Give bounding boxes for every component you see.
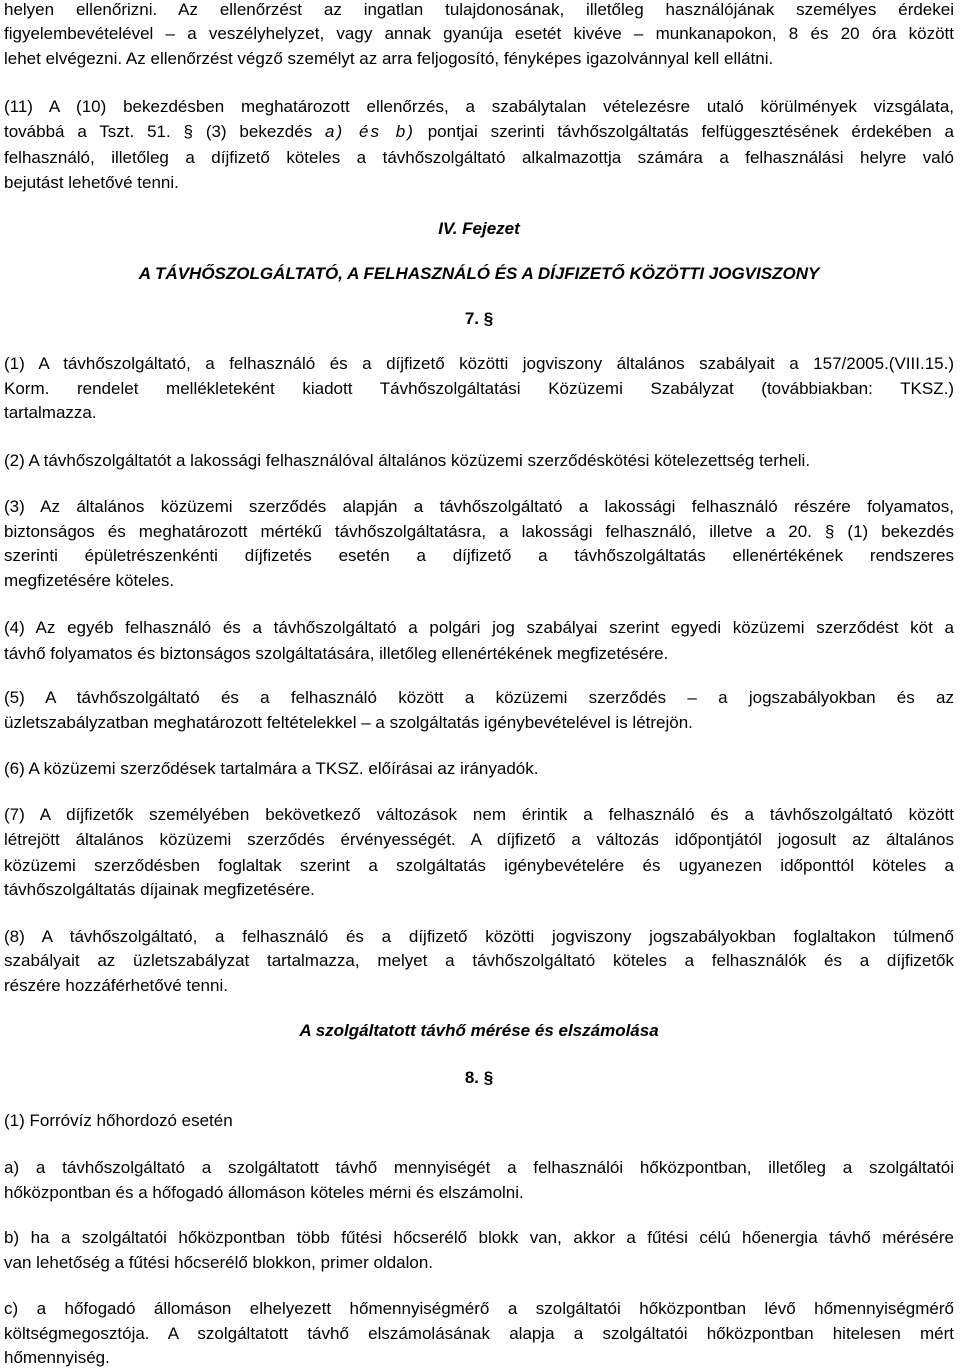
s7-p4-line: (4) Az egyéb felhasználó és a távhőszolgáltató a polgári jog szabályai szerint egyedi közüzemi szerződést köt a: [4, 618, 954, 637]
chapter-title: A TÁVHŐSZOLGÁLTATÓ, A FELHASZNÁLÓ ÉS A DÍJFIZETŐ KÖZÖTTI JOGVISZONY: [138, 264, 820, 283]
s7-p2-line: (2) A távhőszolgáltatót a lakossági felhasználóval általános közüzemi szerződéskötési kötelezettség terheli.: [4, 451, 811, 470]
s8-c-line: költségmegosztója. A szolgáltatott távhő elszámolásának alapja a szolgáltatói hőközpontban hitelesen mért: [4, 1324, 954, 1343]
s7-p3-line: (3) Az általános közüzemi szerződés alapján a távhőszolgáltató a lakossági felhasználó részére folyamatos,: [4, 497, 954, 516]
s8-c-line: c) a hőfogadó állomáson elhelyezett hőmennyiségmérő a szolgáltatói hőközpontban lévő hőmennyiségmérő: [4, 1299, 954, 1318]
point-b-ref: b): [395, 122, 415, 141]
paragraph-11-line: bejutást lehetővé tenni.: [4, 173, 179, 192]
conjunction: és: [344, 122, 396, 141]
s7-p6-line: (6) A közüzemi szerződések tartalmára a TKSZ. előírásai az irányadók.: [4, 759, 539, 778]
s8-p1-line: (1) Forróvíz hőhordozó esetén: [4, 1111, 233, 1130]
s7-p7-line: létrejött általános közüzemi szerződés érvényességét. A díjfizető a változás időpontjától jogosult az általános: [4, 830, 954, 849]
s7-p3-line: szerinti épületrészenkénti díjfizetés esetén a díjfizető a távhőszolgáltatás ellenértékének rendszeres: [4, 546, 954, 565]
paragraph-11-line: felhasználó, illetőleg a díjfizető köteles a távhőszolgáltató alkalmazottja számára a felhasználási helyre való: [4, 148, 954, 167]
intro-line: helyen ellenőrizni. Az ellenőrzést az ingatlan tulajdonosának, illetőleg használójának személyes érdekei: [4, 0, 954, 19]
s7-p8-line: (8) A távhőszolgáltató, a felhasználó és a díjfizető közötti jogviszony jogszabályokban foglaltakon túlmenő: [4, 927, 954, 946]
s7-p1-line: (1) A távhőszolgáltató, a felhasználó és a díjfizető közötti jogviszony általános szabályait a 157/2005.(VIII.15.): [4, 354, 954, 373]
intro-line: figyelembevételével – a veszélyhelyzet, vagy annak gyanúja esetét kivéve – munkanapokon, 8 és 20 óra között: [4, 24, 954, 43]
s8-b-line: b) ha a szolgáltatói hőközpontban több fűtési hőcserélő blokk van, akkor a fűtési célú hőenergia távhő mérésére: [4, 1228, 954, 1247]
s8-a-line: hőközpontban és a hőfogadó állomáson köteles mérni és elszámolni.: [4, 1183, 524, 1202]
section-8-heading: 8. §: [464, 1068, 494, 1087]
s7-p4-line: távhő folyamatos és biztonságos szolgáltatására, illetőleg ellenértékének megfizetésére.: [4, 644, 669, 663]
s7-p3-line: biztonságos és meghatározott mértékű távhőszolgáltatásra, a lakossági felhasználó, illetve a 20. § (1) bekezdés: [4, 522, 954, 541]
s7-p3-line: megfizetésére köteles.: [4, 571, 175, 590]
paragraph-11-line: (11) A (10) bekezdésben meghatározott ellenőrzés, a szabálytalan vételezésre utaló körülmények vizsgálata,: [4, 97, 954, 116]
intro-line: lehet elvégezni. Az ellenőrzést végző személyt az arra feljogosító, fényképes igazolvánnyal kell ellátni.: [4, 49, 774, 68]
s8-a-line: a) a távhőszolgáltató a szolgáltatott távhő mennyiségét a felhasználói hőközpontban, illetőleg a szolgáltatói: [4, 1158, 954, 1177]
subheading: A szolgáltatott távhő mérése és elszámolása: [299, 1021, 659, 1040]
s8-b-line: van lehetőség a fűtési hőcserélő blokkon, primer oldalon.: [4, 1253, 434, 1272]
paragraph-11-text: továbbá a Tszt. 51. § (3) bekezdés: [4, 122, 326, 141]
paragraph-11-text: pontjai szerinti távhőszolgáltatás felfüggesztésének érdekében a: [414, 122, 954, 141]
s7-p7-line: (7) A díjfizetők személyében bekövetkező változások nem érintik a felhasználó és a távhőszolgáltató között: [4, 805, 954, 824]
s7-p7-line: távhőszolgáltatás díjainak megfizetésére.: [4, 880, 315, 899]
point-a-ref: a): [325, 122, 345, 141]
chapter-number: IV. Fejezet: [438, 219, 520, 238]
s7-p8-line: részére hozzáférhetővé tenni.: [4, 976, 228, 995]
paragraph-11-line: [4, 121, 954, 143]
s7-p1-line: tartalmazza.: [4, 403, 97, 422]
s7-p8-line: szabályait az üzletszabályzat tartalmazza, melyet a távhőszolgáltató köteles a felhasználók és a díjfizetők: [4, 951, 954, 970]
s8-c-line: hőmennyiség.: [4, 1348, 110, 1367]
s7-p5-line: (5) A távhőszolgáltató és a felhasználó között a közüzemi szerződés – a jogszabályokban és az: [4, 688, 954, 707]
s7-p5-line: üzletszabályzatban meghatározott feltételekkel – a szolgáltatás igénybevételével is létrejön.: [4, 713, 693, 732]
s7-p1-line: Korm. rendelet mellékleteként kiadott Távhőszolgáltatási Közüzemi Szabályzat (továbbiakban: TKSZ.): [4, 379, 954, 398]
section-7-heading: 7. §: [464, 309, 494, 328]
s7-p7-line: közüzemi szerződésben foglaltak szerint a szolgáltatás igénybevételére és ugyanezen időponttól köteles a: [4, 856, 954, 875]
